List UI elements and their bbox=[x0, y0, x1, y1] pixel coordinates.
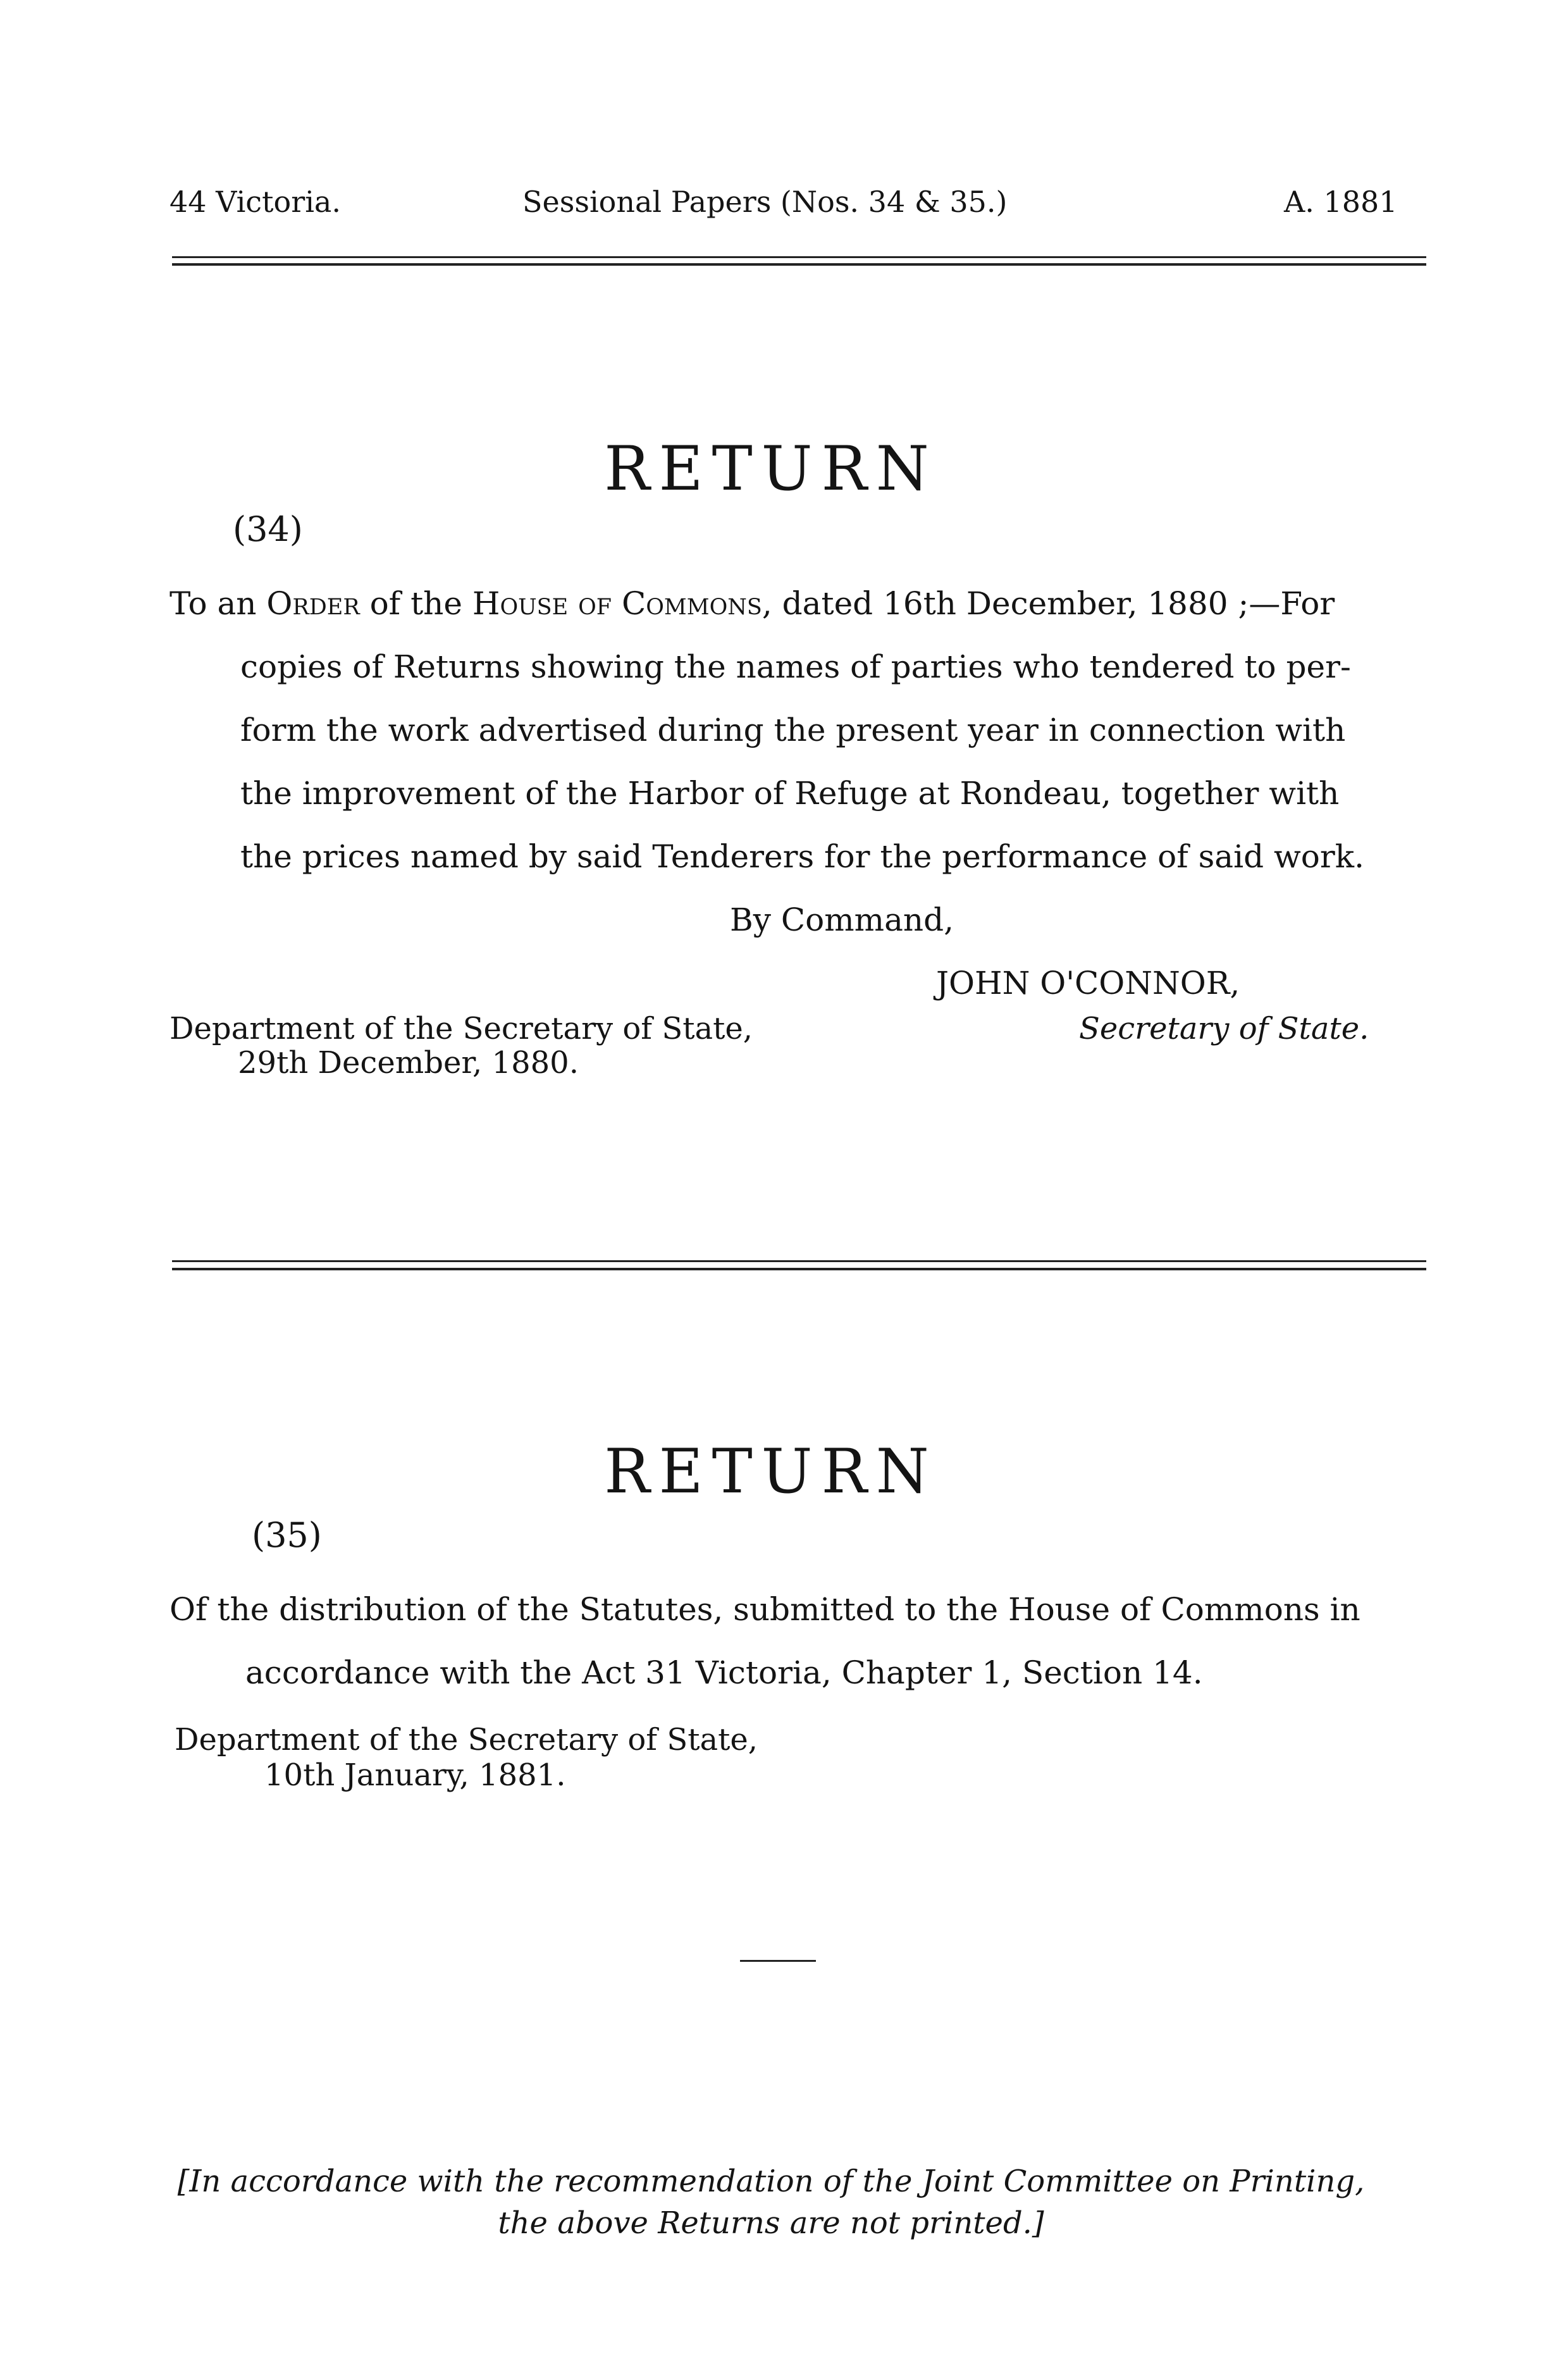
header-title: Sessional Papers (Nos. 34 & 35.) bbox=[522, 185, 1008, 219]
return-34-number: (34) bbox=[233, 509, 303, 549]
to-an-text: To an bbox=[170, 585, 267, 622]
return-34-line-5: the prices named by said Tenderers for the performance of said work. bbox=[240, 838, 1365, 875]
return-34-line-4: the improvement of the Harbor of Refuge at Rondeau, together with bbox=[240, 775, 1340, 812]
signatory-title: Secretary of State. bbox=[1079, 1011, 1369, 1046]
return-34-heading: RETURN bbox=[604, 433, 938, 504]
return-34-department: Department of the Secretary of State, bbox=[170, 1011, 753, 1046]
return-35-date: 10th January, 1881. bbox=[264, 1757, 566, 1793]
return-35-heading: RETURN bbox=[604, 1436, 938, 1507]
return-34-date: 29th December, 1880. bbox=[238, 1045, 579, 1081]
footnote-line-2: the above Returns are not printed.] bbox=[498, 2205, 1044, 2241]
return-34-line-3: form the work advertised during the present year in connection with bbox=[240, 712, 1346, 748]
header-rule-top bbox=[172, 256, 1426, 258]
return-35-line-2: accordance with the Act 31 Victoria, Chapter 1, Section 14. bbox=[245, 1654, 1203, 1691]
return-35-line-1: Of the distribution of the Statutes, submitted to the House of Commons in bbox=[170, 1591, 1360, 1628]
house-of-commons-text: House of Commons bbox=[472, 585, 762, 622]
short-divider bbox=[740, 1960, 816, 1962]
footnote-line-1: [In accordance with the recommendation of the Joint Committee on Printing, bbox=[177, 2164, 1365, 2199]
return-35-number: (35) bbox=[252, 1515, 322, 1555]
by-command: By Command, bbox=[730, 902, 954, 938]
return-34-line-2: copies of Returns showing the names of parties who tendered to per- bbox=[240, 648, 1351, 685]
line-1-rest: , dated 16th December, 1880 ;—For bbox=[762, 585, 1335, 622]
section-rule-top bbox=[172, 1260, 1426, 1262]
header-year: A. 1881 bbox=[1284, 185, 1398, 219]
section-rule-bottom bbox=[172, 1268, 1426, 1270]
of-the-text: of the bbox=[359, 585, 472, 622]
return-34-line-1 bbox=[170, 572, 1335, 635]
signatory-name: JOHN O'CONNOR, bbox=[936, 965, 1240, 1001]
header-rule-bottom bbox=[172, 263, 1426, 266]
order-text: Order bbox=[266, 585, 360, 622]
return-35-department: Department of the Secretary of State, bbox=[175, 1722, 758, 1757]
header-volume: 44 Victoria. bbox=[170, 185, 341, 219]
